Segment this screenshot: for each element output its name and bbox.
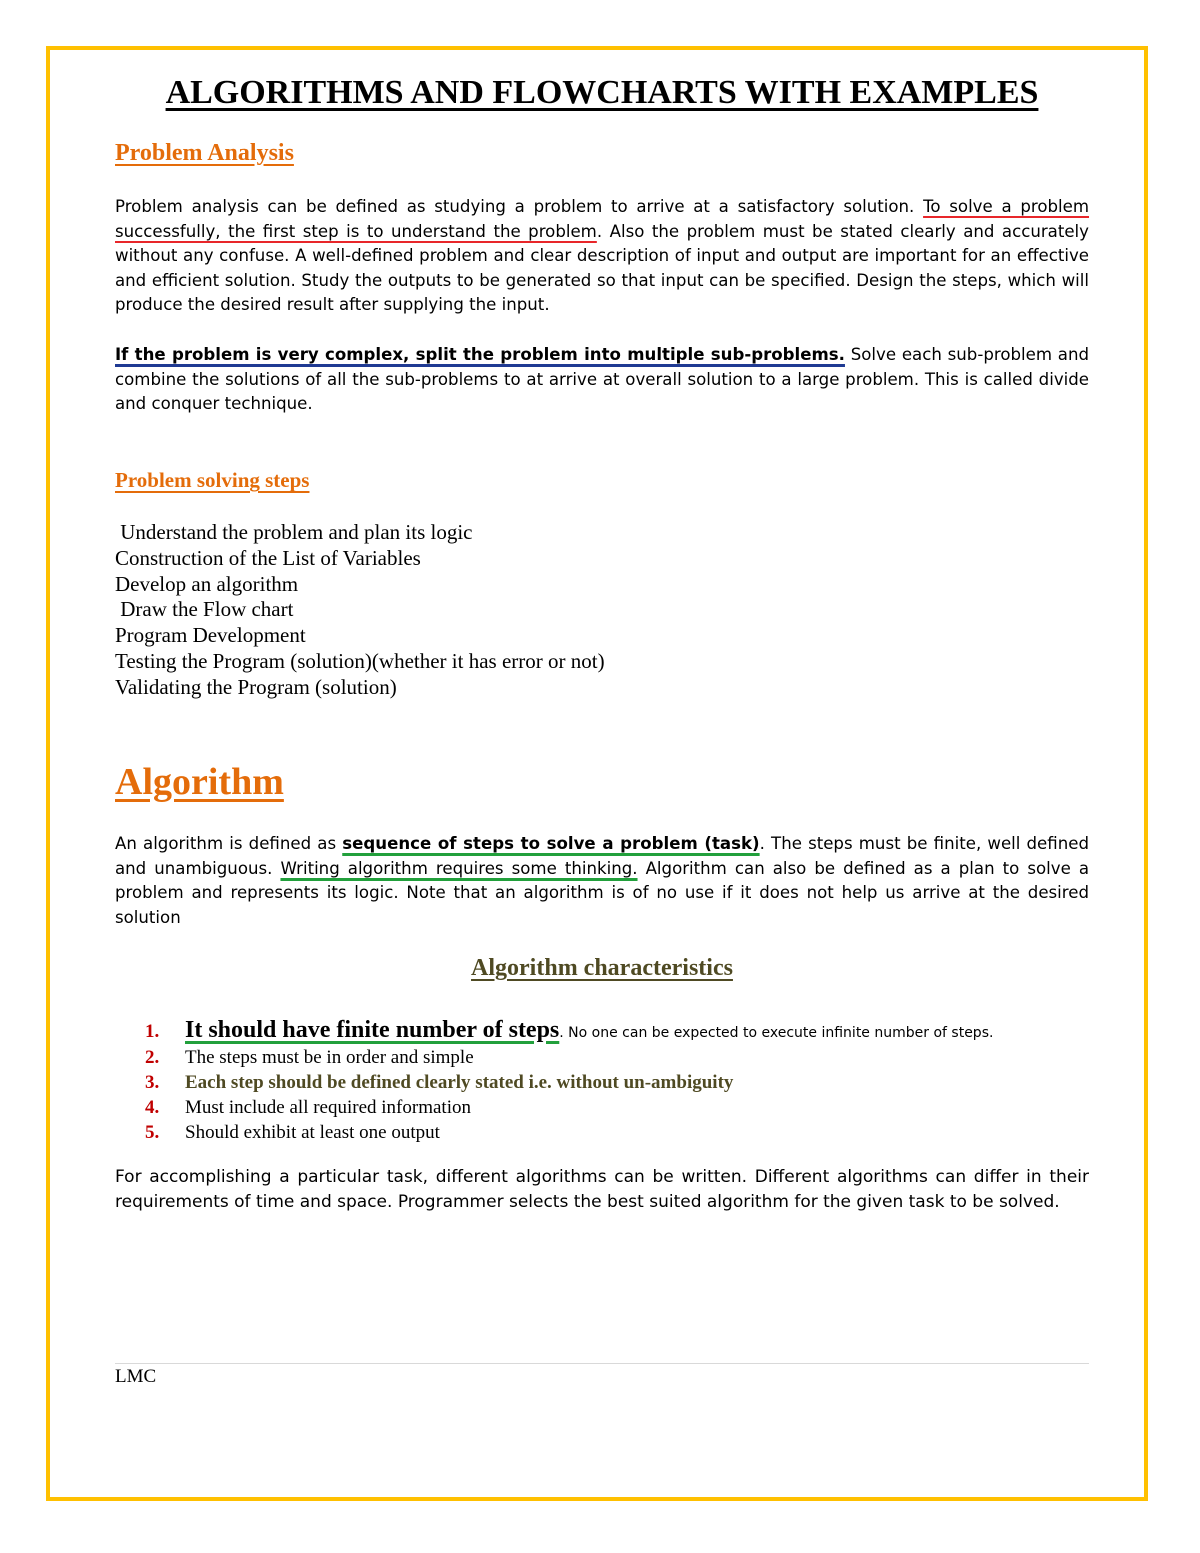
list-item: Understand the problem and plan its logic [115,520,473,544]
footer-divider [115,1363,1089,1364]
algorithm-heading: Algorithm [115,761,284,803]
list-number: 4. [145,1097,160,1118]
list-item [145,1015,993,1045]
problem-solving-heading: Problem solving steps [115,468,310,492]
list-text: . No one can be expected to execute infinite number of steps. [559,1025,994,1041]
footer-label: LMC [115,1366,157,1387]
list-number: 1. [145,1021,160,1042]
list-number: 3. [145,1072,160,1093]
text-run: . The steps must be finite, well defined and unambiguous. [115,834,1089,878]
text-run: Problem analysis can be defined as studying a problem to arrive at a satisfactory solution. [115,197,924,216]
text-run: Solve each sub-problem and combine the solutions of all the sub-problems to at arrive at overall solution to a large problem. This is called divide and conquer technique. [115,345,1089,413]
list-number: 5. [145,1122,160,1143]
list-text: Each step should be defined clearly stated i.e. without un-ambiguity [185,1072,734,1093]
list-item: Testing the Program (solution)(whether it has error or not) [115,648,605,673]
list-item [145,1120,993,1145]
list-text: It should have finite number of steps [185,1017,560,1043]
problem-analysis-paragraph [115,195,1089,318]
list-item [145,1070,993,1095]
text-run: An algorithm is defined as [115,834,343,853]
list-item: Program Development [115,623,306,648]
list-text: The steps must be in order and simple [185,1047,474,1068]
highlighted-text: If the problem is very complex, split the problem into multiple sub-problems. [115,345,845,364]
highlighted-text: Writing algorithm requires some thinking. [280,858,638,878]
text-run: Algorithm can also be defined as a plan to solve a problem and represents its logic. Note that an algorithm is of no use if it does not help us arrive at the desired solution [115,858,1089,927]
algorithm-paragraph [115,832,1089,930]
highlighted-text: To solve a problem successfully, the first step is to understand the problem [115,197,1090,241]
text-run: . Also the problem must be stated clearly and accurately without any confuse. A well-defined problem and clear description of input and output are important for an effective and efficient solution. Study the outputs to be generated so that input can be specified. Design the steps, which will produce the desired result after supplying the input. [115,221,1089,314]
list-item: Draw the Flow chart [115,597,294,622]
list-item: Develop an algorithm [115,571,299,596]
list-item [145,1045,993,1070]
list-item [145,1095,993,1120]
closing-paragraph: For accomplishing a particular task, different algorithms can be written. Different algorithms can differ in their requirements of time and space. Programmer selects the best suited algorithm for the given task to be solved. [115,1167,1089,1212]
highlighted-text: sequence of steps to solve a problem (task) [342,834,760,853]
problem-solving-steps [115,520,605,701]
characteristics-heading: Algorithm characteristics [471,955,733,981]
list-item: Construction of the List of Variables [115,545,421,570]
problem-analysis-heading: Problem Analysis [115,140,294,166]
document-title: ALGORITHMS AND FLOWCHARTS WITH EXAMPLES [165,74,1039,111]
list-text: Should exhibit at least one output [185,1122,440,1143]
list-item: Validating the Program (solution) [115,674,397,699]
list-number: 2. [145,1047,160,1068]
characteristics-list [145,1015,993,1145]
divide-conquer-paragraph [115,343,1089,417]
list-text: Must include all required information [185,1097,471,1118]
